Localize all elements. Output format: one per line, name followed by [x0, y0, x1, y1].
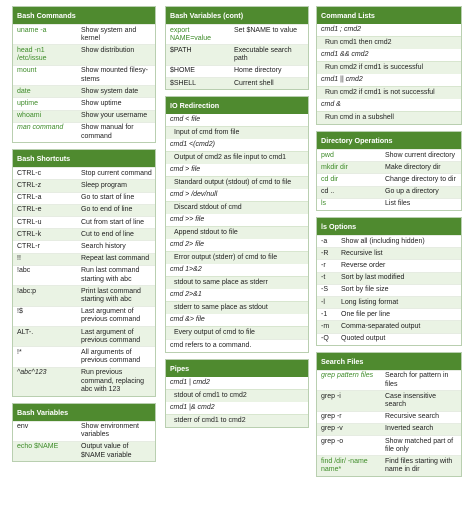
command-cell: grep -o	[321, 437, 344, 445]
table-row	[317, 161, 461, 173]
command-cell: cd ..	[321, 188, 335, 196]
io-redirection-panel	[165, 96, 309, 353]
command-cell: find /dir/ -name name*	[321, 457, 368, 474]
command-cell: -a	[321, 237, 328, 245]
table-row	[317, 149, 461, 161]
panel-title: Bash Commands	[13, 7, 155, 24]
description-cell: Show system and kernel	[81, 26, 137, 42]
panel-title: Bash Variables	[13, 404, 155, 421]
description-cell: Show matched part of file only	[385, 437, 454, 453]
description-text: Run cmd2 if cmd1 is successful	[317, 61, 461, 74]
pipes-panel	[165, 359, 309, 428]
table-row	[317, 455, 461, 475]
command-cell: uptime	[17, 99, 39, 107]
description-cell: Make directory dir	[385, 163, 441, 171]
table-row	[13, 228, 155, 240]
command-cell: $HOME	[170, 67, 195, 75]
table-row	[317, 284, 461, 296]
command-cell: pwd	[321, 151, 334, 159]
description-cell: Stop current command	[81, 169, 152, 177]
table-row	[13, 204, 155, 216]
panel-title: Bash Variables (cont)	[166, 7, 308, 24]
description-text: stdout of cmd1 to cmd2	[166, 389, 308, 402]
bash-variables-cont-panel	[165, 6, 309, 90]
table-row	[13, 216, 155, 228]
command-cell: grep -r	[321, 413, 342, 421]
table-row	[317, 308, 461, 320]
command-text: cmd 2> file	[170, 241, 205, 249]
description-text: Error output (stderr) of cmd to file	[166, 251, 308, 264]
table-row	[317, 333, 461, 345]
description-text: Output of cmd2 as file input to cmd1	[166, 151, 308, 164]
description-cell: Show mounted filesystems	[81, 67, 148, 83]
table-row	[317, 390, 461, 410]
table-row	[317, 235, 461, 247]
description-text: Standard output (stdout) of cmd to file	[166, 176, 308, 189]
command-cell: env	[17, 423, 29, 430]
command-text: cmd1 ; cmd2	[321, 26, 362, 33]
table-row	[13, 253, 155, 265]
command-cell: -1	[321, 310, 328, 318]
table-row	[13, 265, 155, 285]
command-text: cmd1 && cmd2	[321, 51, 369, 58]
command-cell: ALT-.	[17, 328, 34, 336]
command-cell: CTRL-u	[17, 218, 42, 226]
table-row	[166, 65, 308, 77]
command-cell: -t	[321, 274, 326, 282]
bash-variables-panel	[12, 403, 156, 463]
description-cell: Show system date	[81, 87, 139, 95]
command-cell: export NAME=value	[170, 26, 212, 42]
command-cell: whoami	[17, 112, 42, 120]
command-cell: head -n1 /etc/issue	[17, 46, 47, 63]
command-cell: CTRL-r	[17, 242, 40, 250]
command-cell: -R	[321, 249, 329, 257]
command-text: cmd < file	[170, 116, 201, 124]
table-row	[13, 306, 155, 326]
description-cell: Cut from start of line	[81, 218, 145, 226]
table-row	[13, 110, 155, 122]
table-row	[317, 198, 461, 210]
table-row	[317, 173, 461, 185]
table-row	[13, 179, 155, 191]
table-row	[13, 122, 155, 142]
command-cell: !$	[17, 308, 23, 316]
ls-options-panel	[316, 217, 462, 346]
description-cell: Show current directory	[385, 151, 456, 159]
command-text: cmd 1>&2	[170, 266, 202, 274]
description-cell: Run last command starting with abc	[81, 267, 140, 283]
description-cell: Output value of $NAME variable	[81, 443, 132, 459]
command-cell: -S	[321, 286, 328, 294]
command-cell: -Q	[321, 335, 329, 343]
panel-title: Bash Shortcuts	[13, 150, 155, 167]
command-cell: -m	[321, 322, 330, 330]
table-row	[317, 411, 461, 423]
command-cell: man command	[17, 124, 64, 132]
description-cell: Case insensitive search	[385, 392, 436, 408]
description-cell: Reverse order	[341, 261, 386, 269]
table-row	[13, 192, 155, 204]
command-cell: $PATH	[170, 46, 192, 54]
description-cell: Print last command starting with abc	[81, 287, 141, 303]
command-text: cmd > file	[170, 166, 201, 174]
table-row	[13, 346, 155, 366]
description-cell: Sort by file size	[341, 286, 389, 294]
description-cell: Run previous command, replacing abc with 123	[81, 369, 145, 393]
description-cell: Long listing format	[341, 298, 399, 306]
command-cell: $SHELL	[170, 79, 197, 87]
description-text: Discard stdout of cmd	[166, 201, 308, 214]
description-cell: Search history	[81, 242, 126, 250]
command-cell: ls	[321, 200, 327, 208]
column-3	[316, 6, 462, 483]
directory-operations-panel	[316, 131, 462, 211]
command-cell: !abc:p	[17, 287, 37, 295]
command-cell: CTRL-a	[17, 194, 42, 202]
table-row	[317, 247, 461, 259]
command-cell: CTRL-z	[17, 181, 42, 189]
command-text: cmd1 || cmd2	[321, 76, 363, 83]
command-cell: -l	[321, 298, 325, 306]
command-cell: !abc	[17, 267, 31, 275]
table-row	[13, 97, 155, 109]
table-row	[13, 285, 155, 305]
panel-title: ls Options	[317, 218, 461, 235]
description-cell: Set $NAME to value	[234, 26, 298, 34]
description-cell: Show environment variables	[81, 423, 139, 439]
description-text: stdout to same place as stderr	[166, 276, 308, 289]
command-cell: uname -a	[17, 26, 47, 34]
description-cell: Go to end of line	[81, 206, 133, 214]
footnote: cmd refers to a command.	[166, 339, 308, 352]
description-cell: One file per line	[341, 310, 391, 318]
table-row	[317, 186, 461, 198]
description-cell: Comma-separated output	[341, 322, 421, 330]
table-row	[13, 167, 155, 179]
command-cell: mount	[17, 67, 37, 75]
description-text: stderr of cmd1 to cmd2	[166, 414, 308, 427]
command-lists-panel	[316, 6, 462, 125]
command-text: cmd >> file	[170, 216, 205, 224]
panel-title: Directory Operations	[317, 132, 461, 149]
description-cell: Cut to end of line	[81, 230, 134, 238]
command-cell: CTRL-k	[17, 230, 42, 238]
description-cell: Search for pattern in files	[385, 372, 449, 388]
command-cell: grep -i	[321, 392, 341, 400]
search-files-panel	[316, 352, 462, 477]
command-text: cmd1 |& cmd2	[170, 404, 215, 412]
command-cell: echo $NAME	[17, 443, 59, 451]
description-cell: Recursive list	[341, 249, 383, 257]
table-row	[13, 367, 155, 396]
description-cell: Current shell	[234, 79, 274, 87]
column-1	[12, 6, 156, 468]
description-cell: Quoted output	[341, 335, 386, 343]
table-row	[13, 44, 155, 64]
panel-title: Pipes	[166, 360, 308, 377]
description-cell: Recursive search	[385, 413, 440, 421]
command-cell: !*	[17, 348, 22, 356]
description-cell: Show uptime	[81, 99, 122, 107]
command-cell: grep pattern files	[321, 372, 374, 380]
command-cell: -r	[321, 261, 326, 269]
description-cell: Change directory to dir	[385, 175, 456, 183]
table-row	[317, 423, 461, 435]
description-cell: Show manual for command	[81, 124, 134, 140]
table-row	[317, 259, 461, 271]
description-text: Run cmd in a subshell	[317, 111, 461, 124]
description-cell: Sleep program	[81, 181, 127, 189]
description-cell: Show distribution	[81, 46, 135, 54]
command-text: cmd1 | cmd2	[170, 379, 210, 387]
command-cell: mkdir dir	[321, 163, 348, 171]
table-row	[13, 24, 155, 44]
description-cell: List files	[385, 200, 411, 208]
table-row	[166, 77, 308, 89]
panel-title: Command Lists	[317, 7, 461, 24]
description-cell: All arguments of previous command	[81, 348, 141, 365]
panel-title: IO Redirection	[166, 97, 308, 114]
description-cell: Executable search path	[234, 46, 292, 63]
command-cell: grep -v	[321, 425, 343, 433]
description-cell: Inverted search	[385, 425, 434, 433]
table-row	[166, 44, 308, 64]
description-cell: Show all (including hidden)	[341, 237, 425, 245]
description-cell: Last argument of previous command	[81, 308, 141, 324]
table-row	[13, 326, 155, 346]
table-row	[317, 296, 461, 308]
table-row	[317, 272, 461, 284]
table-row	[166, 24, 308, 44]
description-cell: Repeat last command	[81, 255, 150, 263]
description-cell: Go to start of line	[81, 194, 135, 202]
command-text: cmd 2>&1	[170, 291, 202, 299]
table-row	[13, 65, 155, 85]
bash-commands-panel	[12, 6, 156, 143]
panel-title: Search Files	[317, 353, 461, 370]
command-text: cmd &> file	[170, 316, 205, 324]
command-cell: date	[17, 87, 31, 95]
command-cell: cd dir	[321, 175, 339, 183]
table-row	[317, 320, 461, 332]
table-row	[13, 421, 155, 441]
table-row	[13, 85, 155, 97]
description-cell: Home directory	[234, 67, 282, 75]
description-cell: Sort by last modified	[341, 274, 405, 282]
description-text: stderr to same place as stdout	[166, 301, 308, 314]
table-row	[13, 240, 155, 252]
description-text: Every output of cmd to file	[166, 326, 308, 339]
description-cell: Go up a directory	[385, 188, 439, 196]
command-cell: CTRL-e	[17, 206, 42, 214]
command-text: cmd1 <(cmd2)	[170, 141, 215, 149]
description-text: Input of cmd from file	[166, 126, 308, 139]
table-row	[317, 370, 461, 390]
command-cell: !!	[17, 255, 21, 263]
column-2	[165, 6, 309, 434]
bash-shortcuts-panel	[12, 149, 156, 396]
table-row	[13, 441, 155, 461]
command-text: cmd > /dev/null	[170, 191, 218, 199]
command-cell: CTRL-c	[17, 169, 42, 177]
description-text: Run cmd2 if cmd1 is not successful	[317, 86, 461, 99]
command-cell: ^abc^123	[17, 369, 47, 377]
table-row	[317, 435, 461, 455]
description-cell: Show your username	[81, 112, 148, 120]
description-cell: Last argument of previous command	[81, 328, 141, 344]
description-text: Run cmd1 then cmd2	[317, 36, 461, 49]
description-cell: Find files starting with name in dir	[385, 457, 453, 474]
command-text: cmd &	[321, 101, 341, 108]
description-text: Append stdout to file	[166, 226, 308, 239]
